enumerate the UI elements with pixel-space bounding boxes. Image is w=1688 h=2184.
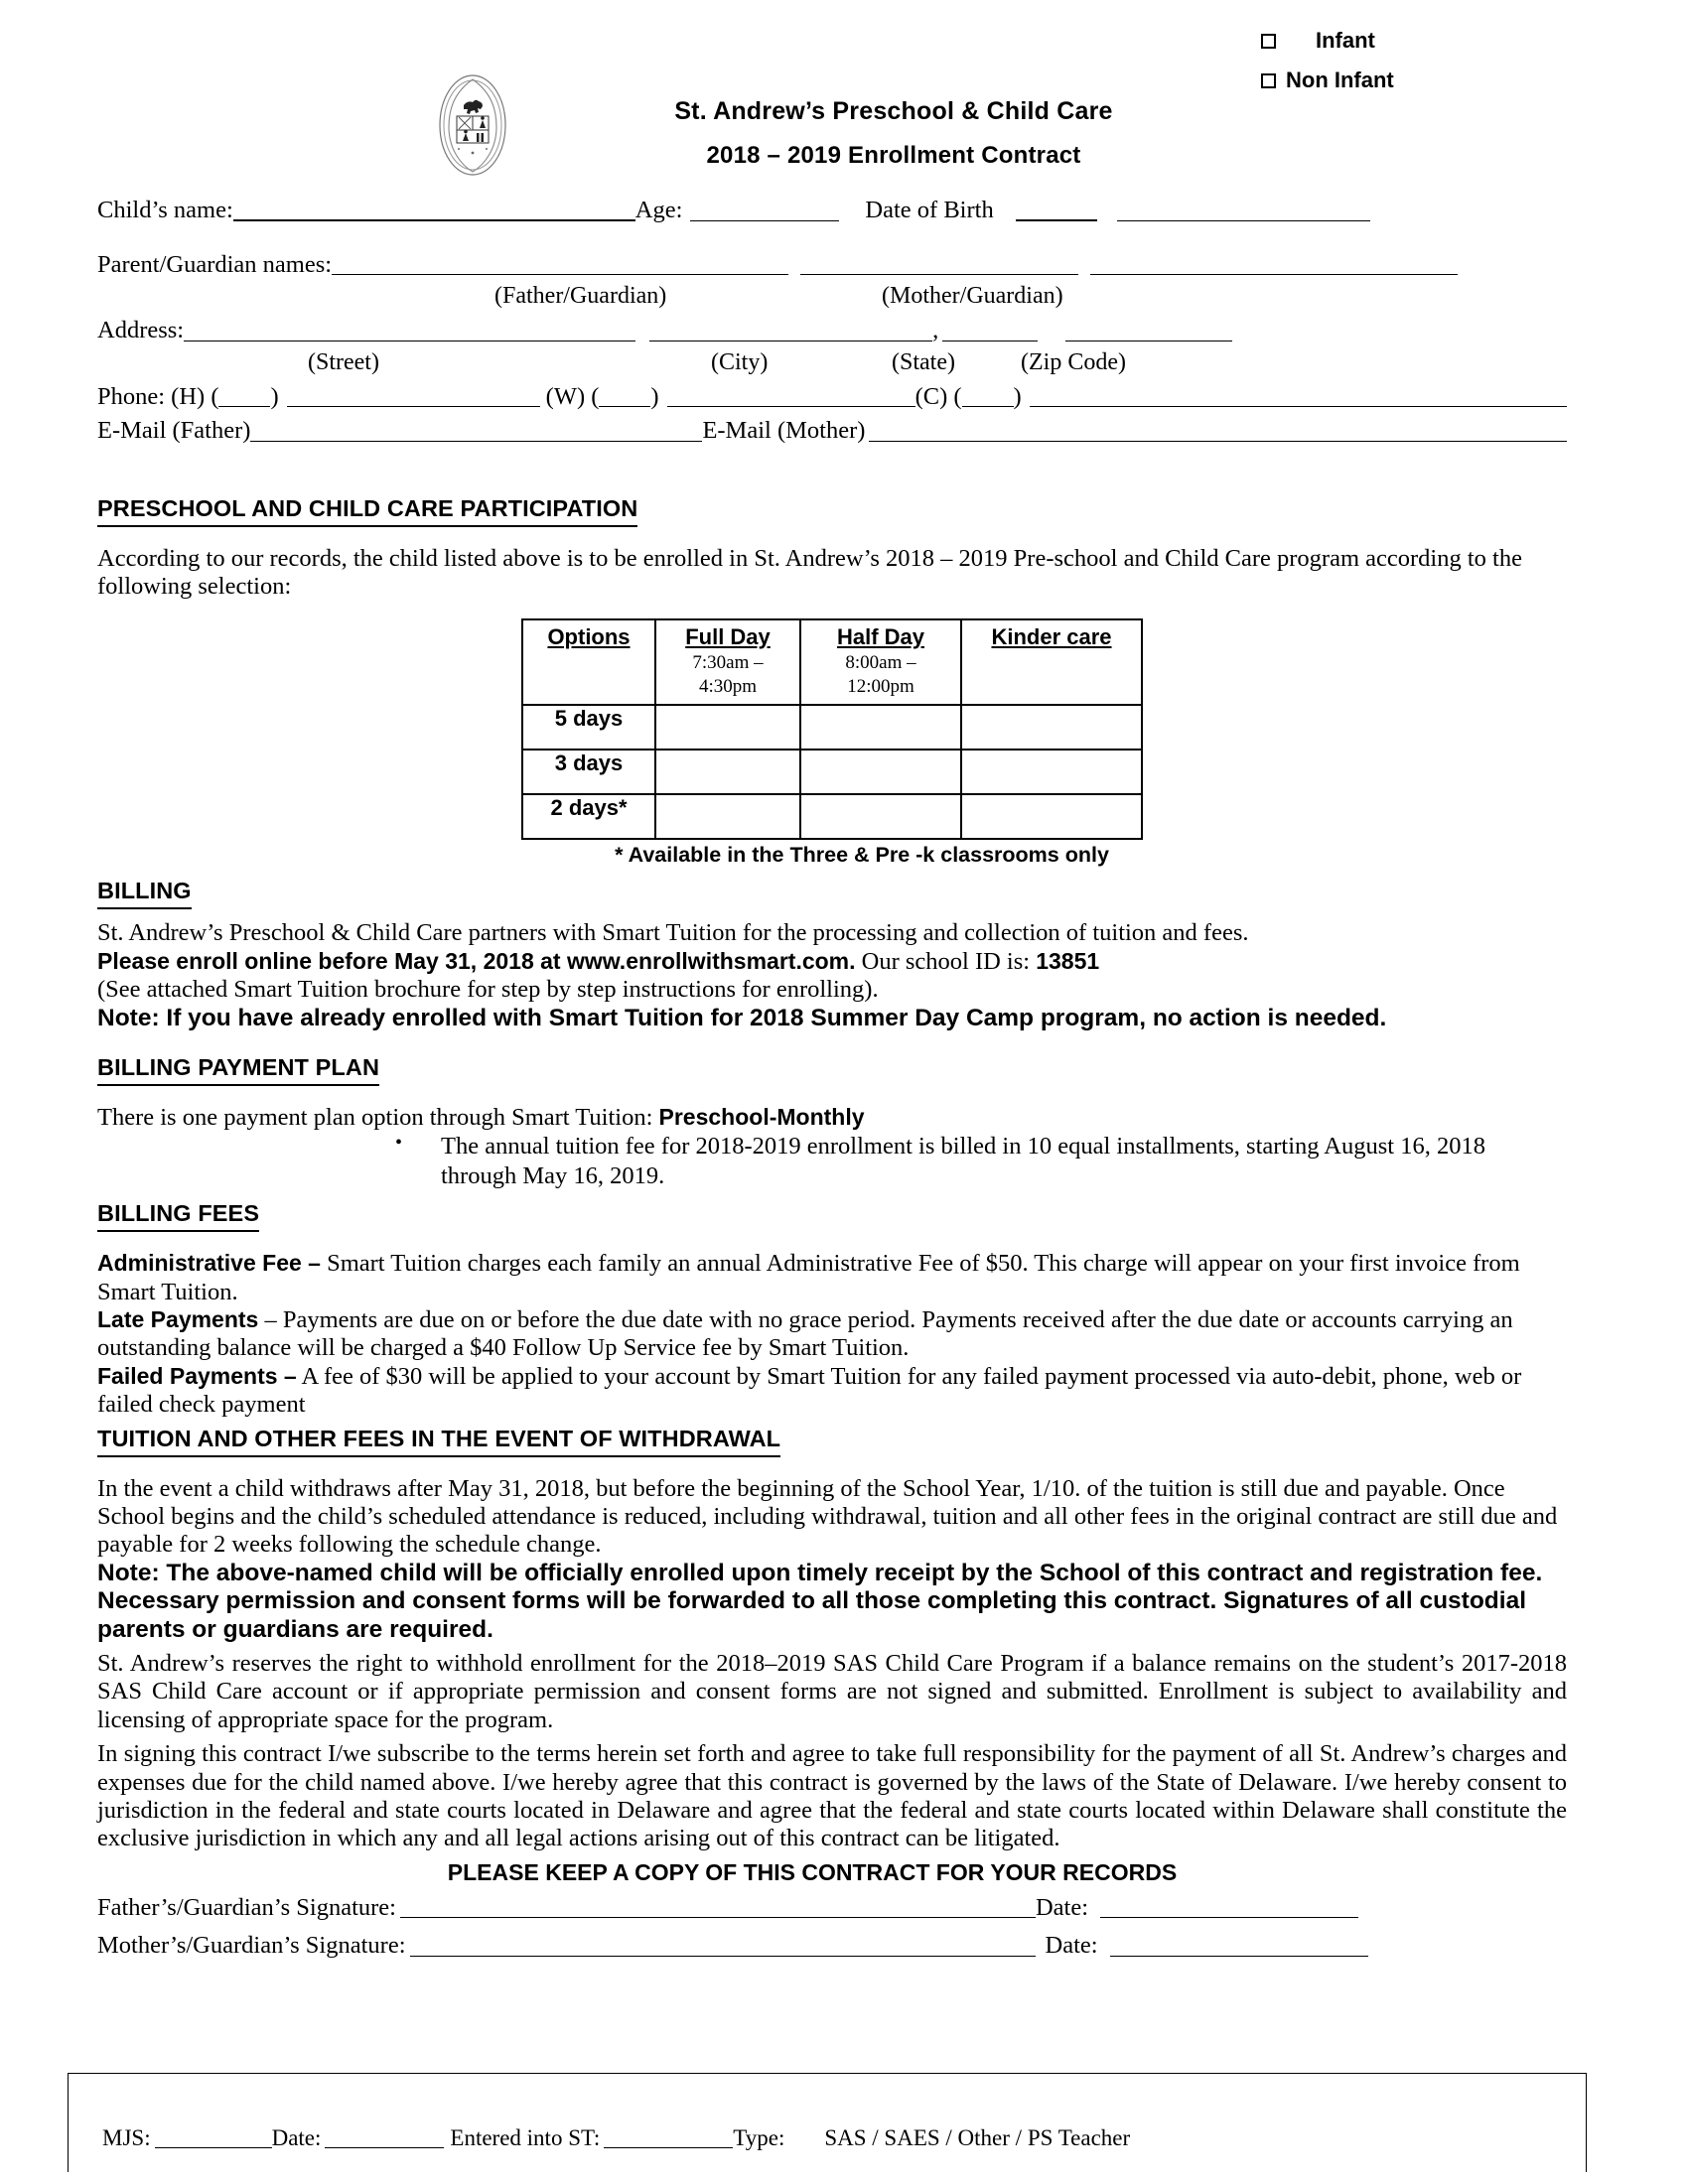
mjs-input[interactable] bbox=[155, 2128, 272, 2148]
parent-captions bbox=[97, 283, 1567, 313]
parent-names-line bbox=[97, 250, 1567, 278]
table-row bbox=[522, 705, 1142, 750]
checkbox-infant[interactable] bbox=[1261, 34, 1276, 49]
fee-administrative-text: Smart Tuition charges each family an annual Administrative Fee of $50. This charge will appear on your first invoice from Smart Tuition. bbox=[97, 1250, 1520, 1305]
col-title-half-day: Half Day bbox=[836, 624, 925, 650]
options-table-header-row bbox=[522, 619, 1142, 705]
address-captions bbox=[97, 349, 1567, 379]
withdrawal-para-3: In signing this contract I/we subscribe to the terms herein set forth and agree to take full responsibility for the payment of all St. Andrew’s charges and expenses due for the child named above. I/we hereby agree that this contract is governed by the laws of the State of Delaware. I/we hereby consent to jurisdiction in the federal and state courts located in Delaware and agree that the federal and state courts located within Delaware shall constitute the exclusive jurisdiction in which any and all legal actions arising out of this contract can be litigated. bbox=[97, 1740, 1567, 1852]
fee-late-payments bbox=[97, 1306, 1567, 1363]
billing-note: Note: If you have already enrolled with Smart Tuition for 2018 Summer Day Camp program, no action is needed. bbox=[97, 1004, 1387, 1031]
fee-administrative bbox=[97, 1250, 1567, 1306]
withdrawal-note: Note: The above-named child will be officially enrolled upon timely receipt by the School of this contract and registration fee. Necessary permission and consent forms will be forwarded to all those completing this contract. Signatures of all custodial parents or guardians are required. bbox=[97, 1559, 1543, 1643]
office-use-footer bbox=[68, 2073, 1587, 2172]
school-seal-icon bbox=[437, 71, 508, 179]
header-titles bbox=[516, 97, 1271, 170]
phone-cell-paren: ) bbox=[1013, 382, 1022, 410]
phone-home-label: Phone: (H) ( bbox=[97, 382, 219, 410]
document-header bbox=[0, 60, 1688, 199]
office-use-fields bbox=[69, 2074, 1586, 2151]
phone-work-label: (W) ( bbox=[545, 382, 600, 410]
col-sub-full-day: 7:30am – 4:30pm bbox=[692, 652, 764, 698]
phone-work-input[interactable] bbox=[667, 387, 915, 407]
billing-school-id-label: Our school ID is: bbox=[855, 947, 1037, 975]
options-table-wrap bbox=[97, 618, 1567, 840]
phone-cell-label: (C) ( bbox=[914, 382, 962, 410]
father-signature-input[interactable] bbox=[400, 1898, 1036, 1918]
street-input[interactable] bbox=[184, 322, 635, 341]
infant-label: Infant bbox=[1316, 28, 1375, 53]
dob-label: Date of Birth bbox=[865, 197, 994, 223]
billing-enroll-bold: Please enroll online before May 31, 2018 at www.enrollwithsmart.com. bbox=[97, 947, 856, 974]
withdrawal-para-2: St. Andrew’s reserves the right to withhold enrollment for the 2018–2019 SAS Child Care Program if a balance remains on the student’s 2017-2018 SAS Child Care account or if appropriate permission and consent forms are not signed and submitted. Enrollment is subject to availability and licensing of appropriate space for the program. bbox=[97, 1650, 1567, 1733]
street-caption: (Street) bbox=[308, 348, 379, 375]
contract-title: 2018 – 2019 Enrollment Contract bbox=[706, 142, 1081, 169]
father-date-label: Date: bbox=[1035, 1893, 1089, 1921]
fee-failed-payments-text: A fee of $30 will be applied to your account by Smart Tuition for any failed payment processed via auto-debit, phone, web or failed check payment bbox=[97, 1362, 1522, 1419]
withdrawal-para-1: In the event a child withdraws after May 31, 2018, but before the beginning of the School Year, 1/10. of the tuition is still due and payable. Once School begins and the child’s scheduled attendance is reduced, including withdrawal, tuition and all other fees in the original contract are still due and payable for 2 weeks following the schedule change. bbox=[97, 1474, 1558, 1559]
participation-intro: According to our records, the child listed above is to be enrolled in St. Andrew’s 2018 – 2019 Pre-school and Child Care program according to the following selection: bbox=[97, 544, 1522, 600]
document-body bbox=[97, 199, 1567, 1959]
billing-line-1: St. Andrew’s Preschool & Child Care partners with Smart Tuition for the processing and collection of tuition and fees. bbox=[97, 919, 1249, 947]
billing-school-id: 13851 bbox=[1036, 947, 1100, 974]
non-infant-label: Non Infant bbox=[1286, 68, 1394, 92]
father-signature-line bbox=[97, 1893, 1567, 1921]
row-label-3-days: 3 days bbox=[522, 750, 655, 794]
mjs-label: MJS: bbox=[102, 2125, 151, 2150]
col-sub-half-day: 8:00am – 12:00pm bbox=[845, 652, 916, 698]
entered-into-st-label: Entered into ST: bbox=[450, 2125, 601, 2150]
billing-line-2 bbox=[97, 948, 1567, 976]
cell-5days-half-day[interactable] bbox=[800, 705, 961, 750]
address-line bbox=[97, 319, 1567, 343]
payment-plan-bullets bbox=[97, 1132, 1567, 1190]
col-title-options: Options bbox=[547, 624, 631, 650]
address-comma: , bbox=[932, 317, 939, 343]
fee-failed-payments bbox=[97, 1363, 1567, 1420]
city-caption: (City) bbox=[711, 348, 769, 375]
email-mother-input[interactable] bbox=[869, 422, 1567, 442]
payment-plan-intro-text: There is one payment plan option through Smart Tuition: bbox=[97, 1103, 659, 1131]
type-options: SAS / SAES / Other / PS Teacher bbox=[824, 2125, 1131, 2150]
father-name-input[interactable] bbox=[332, 255, 788, 275]
dob-input-b[interactable] bbox=[1117, 202, 1370, 221]
address-label: Address: bbox=[97, 317, 185, 343]
dob-input-a[interactable] bbox=[1016, 202, 1097, 221]
phone-home-input[interactable] bbox=[287, 387, 540, 407]
mother-name-input[interactable] bbox=[800, 255, 1078, 275]
col-title-full-day: Full Day bbox=[685, 624, 771, 650]
email-mother-label: E-Mail (Mother) bbox=[702, 417, 866, 444]
phone-home-paren: ) bbox=[270, 382, 279, 410]
table-row bbox=[522, 794, 1142, 839]
participation-heading: PRESCHOOL AND CHILD CARE PARTICIPATION bbox=[97, 495, 637, 527]
entered-into-st-input[interactable] bbox=[604, 2128, 733, 2148]
mother-date-label: Date: bbox=[1045, 1932, 1098, 1960]
phone-line bbox=[97, 382, 1567, 410]
age-label: Age: bbox=[634, 197, 683, 223]
mother-signature-line bbox=[97, 1934, 1567, 1959]
options-table bbox=[521, 618, 1143, 840]
office-date-input[interactable] bbox=[325, 2128, 444, 2148]
options-table-footnote: * Available in the Three & Pre -k classrooms only bbox=[615, 843, 1109, 868]
zip-caption: (Zip Code) bbox=[1021, 348, 1126, 375]
cell-2days-half-day[interactable] bbox=[800, 794, 961, 839]
list-item: • The annual tuition fee for 2018-2019 enrollment is billed in 10 equal installments, starting August 16, 2018 through May 16, 2019. bbox=[395, 1132, 1567, 1190]
cell-5days-full-day[interactable] bbox=[655, 705, 800, 750]
infant-option-row[interactable] bbox=[1261, 28, 1618, 54]
school-name: St. Andrew’s Preschool & Child Care bbox=[674, 97, 1113, 125]
payment-plan-intro bbox=[97, 1104, 1567, 1132]
billing-heading: BILLING bbox=[97, 878, 192, 909]
parent-names-label: Parent/Guardian names: bbox=[97, 250, 333, 278]
half-day-col-header bbox=[800, 619, 961, 705]
age-input[interactable] bbox=[690, 202, 839, 221]
fee-administrative-title: Administrative Fee – bbox=[97, 1250, 321, 1277]
cell-2days-kinder-care[interactable] bbox=[961, 794, 1142, 839]
fee-late-payments-title: Late Payments bbox=[97, 1305, 259, 1332]
table-row bbox=[522, 750, 1142, 794]
phone-cell-input[interactable] bbox=[1030, 387, 1567, 407]
payment-plan-name: Preschool-Monthly bbox=[658, 1103, 865, 1130]
cell-5days-kinder-care[interactable] bbox=[961, 705, 1142, 750]
mother-date-input[interactable] bbox=[1110, 1937, 1368, 1957]
office-date-label: Date: bbox=[271, 2125, 322, 2150]
father-date-input[interactable] bbox=[1100, 1898, 1358, 1918]
email-father-input[interactable] bbox=[250, 422, 702, 442]
kinder-care-col-header bbox=[961, 619, 1142, 705]
options-col-header bbox=[522, 619, 655, 705]
mother-caption: (Mother/Guardian) bbox=[882, 283, 1063, 309]
payment-plan-heading: BILLING PAYMENT PLAN bbox=[97, 1054, 379, 1086]
withdrawal-heading: TUITION AND OTHER FEES IN THE EVENT OF WITHDRAWAL bbox=[97, 1426, 780, 1457]
row-label-5-days: 5 days bbox=[522, 705, 655, 750]
cell-2days-full-day[interactable] bbox=[655, 794, 800, 839]
state-input[interactable] bbox=[942, 322, 1038, 341]
full-day-col-header bbox=[655, 619, 800, 705]
billing-fees-heading: BILLING FEES bbox=[97, 1200, 259, 1232]
phone-cell-area-input[interactable] bbox=[962, 387, 1014, 407]
father-signature-label: Father’s/Guardian’s Signature: bbox=[97, 1893, 396, 1921]
city-input[interactable] bbox=[649, 322, 932, 341]
fee-failed-payments-title: Failed Payments – bbox=[97, 1362, 297, 1389]
childs-name-label: Child’s name: bbox=[97, 197, 233, 223]
keep-copy-notice: PLEASE KEEP A COPY OF THIS CONTRACT FOR YOUR RECORDS bbox=[447, 1858, 1178, 1885]
fee-late-payments-text: – Payments are due on or before the due date with no grace period. Payments received after the due date or accounts carrying an outstanding balance will be charged a $40 Follow Up Service fee by Smart Tuition. bbox=[97, 1305, 1513, 1362]
row-label-2-days: 2 days* bbox=[522, 794, 655, 839]
parent-name-extra-input[interactable] bbox=[1090, 255, 1458, 275]
state-caption: (State) bbox=[892, 348, 955, 375]
father-caption: (Father/Guardian) bbox=[494, 283, 667, 309]
child-name-line bbox=[97, 199, 1567, 223]
billing-line-3: (See attached Smart Tuition brochure for step by step instructions for enrolling). bbox=[97, 976, 879, 1004]
cell-3days-kinder-care[interactable] bbox=[961, 750, 1142, 794]
mother-signature-input-a[interactable] bbox=[410, 1937, 579, 1957]
cell-3days-full-day[interactable] bbox=[655, 750, 800, 794]
mother-signature-label: Mother’s/Guardian’s Signature: bbox=[97, 1932, 406, 1960]
childs-name-input[interactable] bbox=[233, 202, 635, 221]
phone-home-area-input[interactable] bbox=[218, 387, 270, 407]
col-title-kinder-care: Kinder care bbox=[991, 624, 1112, 650]
type-label: Type: bbox=[733, 2125, 785, 2150]
cell-3days-half-day[interactable] bbox=[800, 750, 961, 794]
phone-work-area-input[interactable] bbox=[599, 387, 650, 407]
mother-signature-input-b[interactable] bbox=[579, 1937, 1036, 1957]
email-father-label: E-Mail (Father) bbox=[97, 417, 251, 444]
zip-input[interactable] bbox=[1065, 322, 1232, 341]
email-line bbox=[97, 419, 1567, 444]
phone-work-paren: ) bbox=[650, 382, 659, 410]
